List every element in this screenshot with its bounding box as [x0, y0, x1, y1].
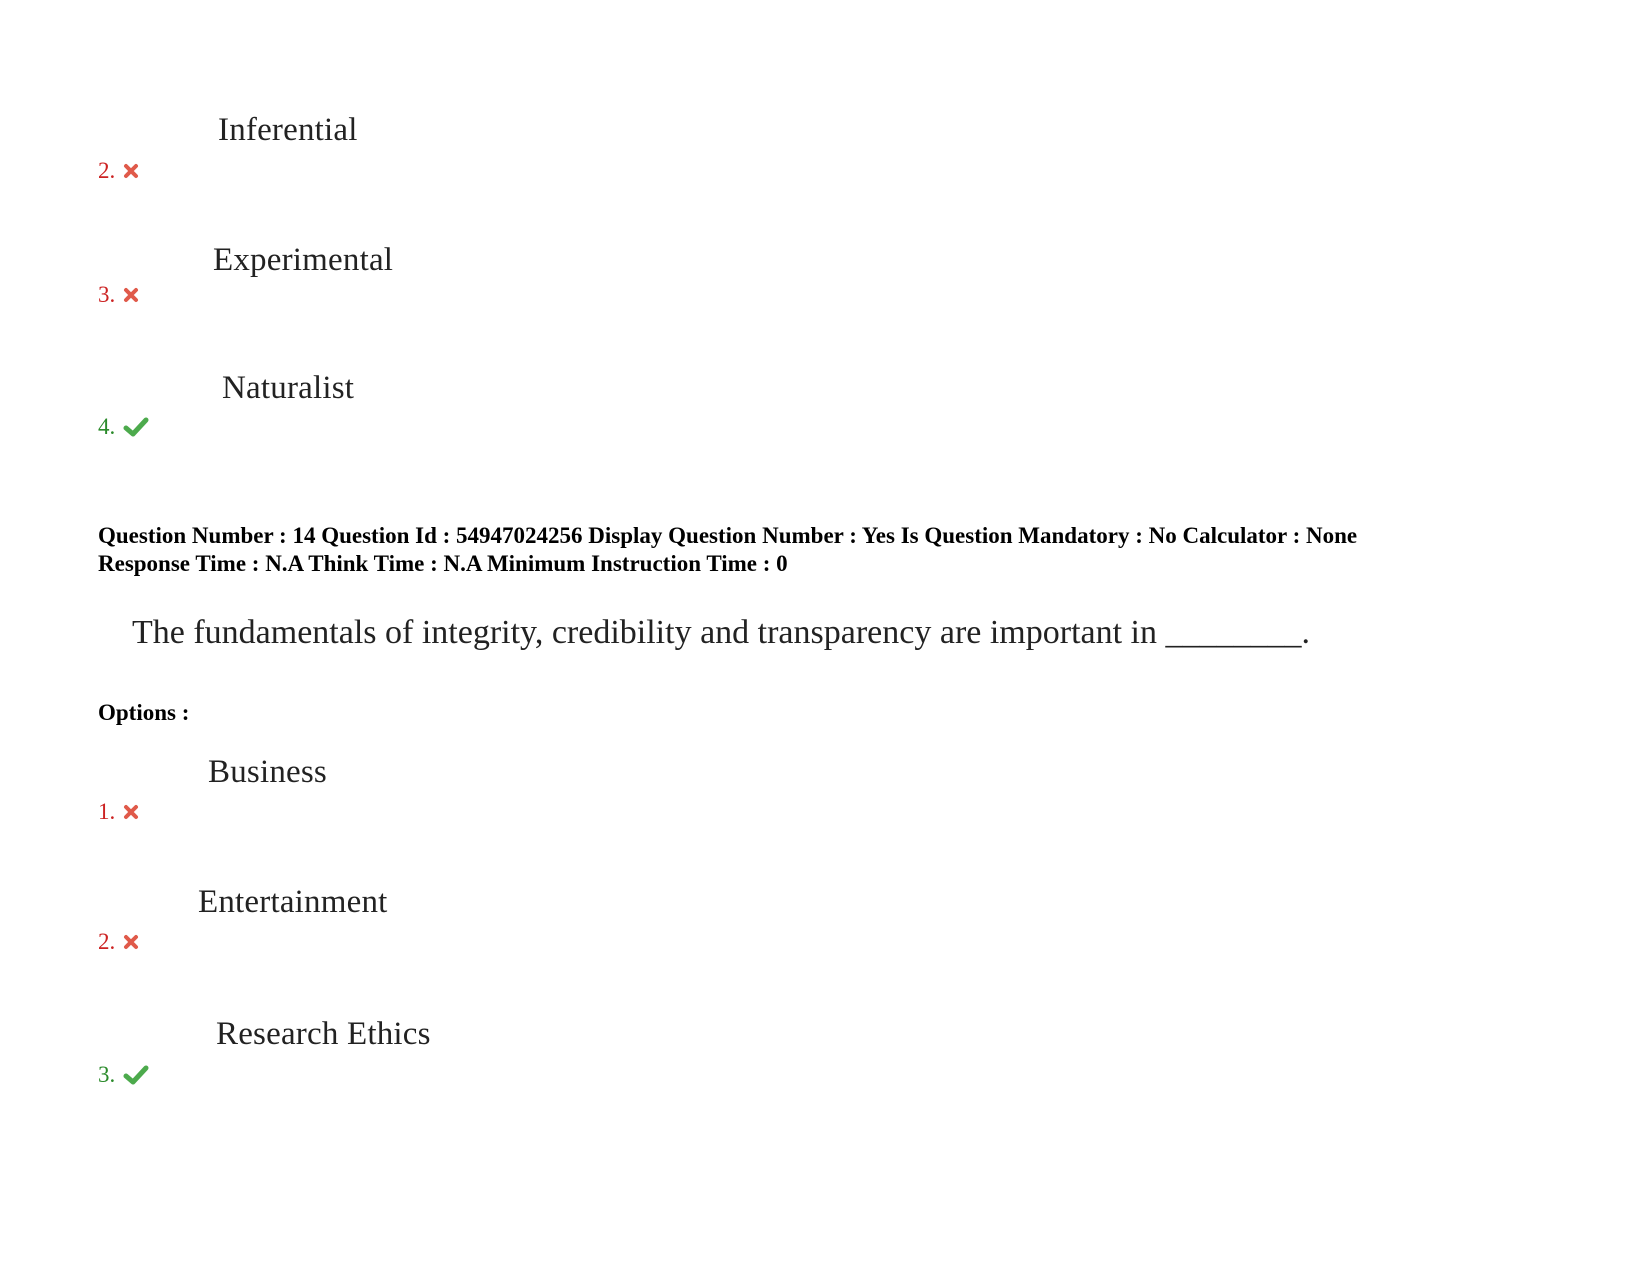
- question-meta: [98, 522, 1357, 578]
- option-text: Business: [208, 754, 327, 790]
- option-number: [98, 282, 139, 308]
- cross-icon: [123, 287, 139, 303]
- option-number: [98, 799, 139, 825]
- option-number-label: 2.: [98, 158, 116, 183]
- question-meta-line2: Response Time : N.A Think Time : N.A Minimum Instruction Time : 0: [98, 551, 788, 576]
- option-number-label: 3.: [98, 1062, 116, 1087]
- cross-icon: [123, 934, 139, 950]
- option-number: [98, 1062, 149, 1088]
- option-text: Entertainment: [198, 884, 388, 920]
- check-icon: [123, 1064, 149, 1086]
- option-text: Research Ethics: [216, 1016, 431, 1052]
- cross-icon: [123, 804, 139, 820]
- option-number-label: 4.: [98, 414, 116, 439]
- check-icon: [123, 416, 149, 438]
- option-number: [98, 929, 139, 955]
- option-text: Naturalist: [222, 370, 355, 406]
- option-number-label: 2.: [98, 929, 116, 954]
- option-number-label: 1.: [98, 799, 116, 824]
- option-text: Inferential: [218, 112, 358, 148]
- option-number-label: 3.: [98, 282, 116, 307]
- question-text: The fundamentals of integrity, credibility and transparency are important in ________.: [132, 614, 1310, 651]
- option-number: [98, 158, 139, 184]
- options-label: Options :: [98, 700, 190, 725]
- cross-icon: [123, 163, 139, 179]
- option-number: [98, 414, 149, 440]
- question-meta-line1: Question Number : 14 Question Id : 54947024256 Display Question Number : Yes Is Question Mandatory : No Calculator : None: [98, 523, 1358, 548]
- option-text: Experimental: [213, 242, 394, 278]
